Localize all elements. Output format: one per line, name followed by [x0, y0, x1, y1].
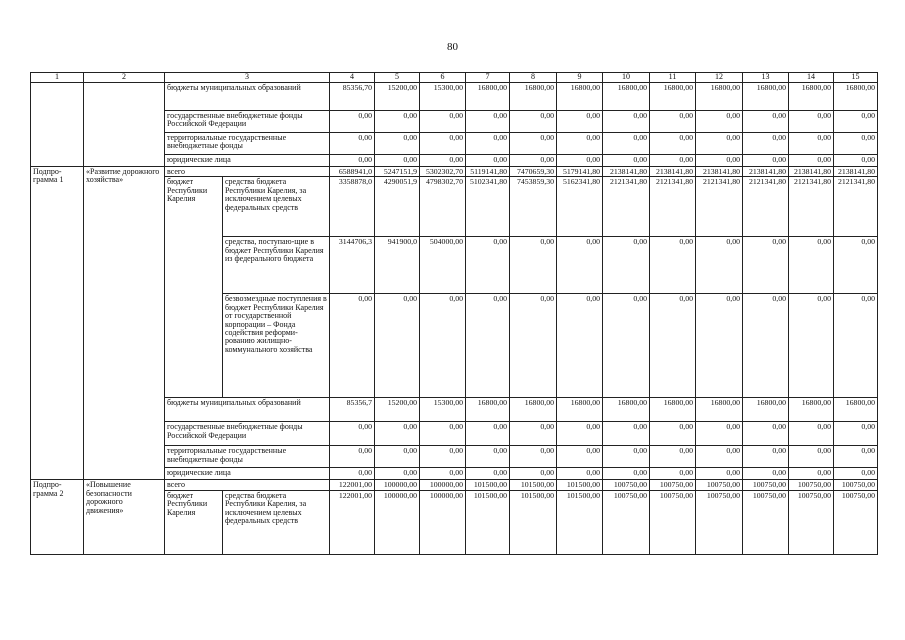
value-cell: 0,00 — [420, 446, 466, 468]
value-cell: 16800,00 — [466, 398, 510, 422]
value-cell: 5179141,80 — [557, 167, 603, 177]
value-cell: 0,00 — [557, 422, 603, 446]
value-cell: 0,00 — [603, 237, 650, 294]
column-header: 5 — [375, 73, 420, 83]
value-cell: 16800,00 — [650, 398, 696, 422]
value-cell: 16800,00 — [557, 398, 603, 422]
value-cell: 0,00 — [650, 468, 696, 480]
value-cell: 0,00 — [650, 446, 696, 468]
value-cell: 2138141,80 — [789, 167, 834, 177]
header-row — [31, 73, 878, 83]
value-cell: 101500,00 — [466, 490, 510, 554]
value-cell: 0,00 — [789, 446, 834, 468]
column-header: 10 — [603, 73, 650, 83]
value-cell: 0,00 — [420, 294, 466, 398]
value-cell: 3358878,0 — [330, 177, 375, 237]
value-cell: 0,00 — [650, 133, 696, 155]
value-cell: 2121341,80 — [834, 177, 878, 237]
value-cell: 0,00 — [510, 111, 557, 133]
value-cell: 0,00 — [650, 155, 696, 167]
value-cell: 100000,00 — [420, 480, 466, 490]
value-cell: 0,00 — [696, 133, 743, 155]
value-cell: 0,00 — [789, 111, 834, 133]
value-cell: 0,00 — [743, 468, 789, 480]
column-header: 8 — [510, 73, 557, 83]
subprogram-name: «Развитие дорожного хозяйства» — [84, 167, 165, 480]
value-cell: 100750,00 — [834, 490, 878, 554]
value-cell: 0,00 — [696, 237, 743, 294]
value-cell: 0,00 — [420, 133, 466, 155]
row-label: государственные внебюджетные фонды Российской Федерации — [165, 111, 330, 133]
value-cell: 0,00 — [510, 468, 557, 480]
value-cell: 16800,00 — [510, 398, 557, 422]
budget-label: бюджет Республики Карелия — [165, 177, 223, 398]
value-cell: 4798302,70 — [420, 177, 466, 237]
value-cell: 0,00 — [375, 111, 420, 133]
value-cell: 0,00 — [466, 446, 510, 468]
value-cell: 100750,00 — [743, 480, 789, 490]
value-cell: 0,00 — [650, 294, 696, 398]
value-cell: 101500,00 — [510, 490, 557, 554]
value-cell: 0,00 — [420, 155, 466, 167]
value-cell: 0,00 — [557, 468, 603, 480]
value-cell: 0,00 — [603, 155, 650, 167]
value-cell: 0,00 — [466, 133, 510, 155]
value-cell: 0,00 — [696, 294, 743, 398]
value-cell: 0,00 — [743, 133, 789, 155]
value-cell: 3144706,3 — [330, 237, 375, 294]
value-cell: 15300,00 — [420, 398, 466, 422]
value-cell: 2138141,80 — [696, 167, 743, 177]
value-cell: 0,00 — [557, 155, 603, 167]
value-cell: 100750,00 — [696, 480, 743, 490]
value-cell: 0,00 — [330, 155, 375, 167]
value-cell: 5302302,70 — [420, 167, 466, 177]
subprogram-name: «Повышение безопасности дорожного движения» — [84, 480, 165, 554]
value-cell: 0,00 — [557, 133, 603, 155]
value-cell: 101500,00 — [466, 480, 510, 490]
value-cell: 85356,70 — [330, 83, 375, 111]
value-cell: 0,00 — [789, 155, 834, 167]
value-cell: 16800,00 — [696, 83, 743, 111]
value-cell: 0,00 — [510, 155, 557, 167]
value-cell: 0,00 — [603, 468, 650, 480]
value-cell: 100750,00 — [789, 490, 834, 554]
row-label: юридические лица — [165, 155, 330, 167]
value-cell: 16800,00 — [834, 83, 878, 111]
table-row — [31, 167, 878, 177]
column-header: 15 — [834, 73, 878, 83]
value-cell: 0,00 — [557, 446, 603, 468]
value-cell: 0,00 — [834, 111, 878, 133]
column-header: 3 — [165, 73, 330, 83]
value-cell: 0,00 — [557, 294, 603, 398]
subprogram-number: Подпро-грамма 1 — [31, 167, 84, 480]
value-cell: 0,00 — [557, 111, 603, 133]
value-cell: 0,00 — [603, 422, 650, 446]
value-cell: 941900,0 — [375, 237, 420, 294]
value-cell: 16800,00 — [650, 83, 696, 111]
row-sublabel: безвозмездные поступления в бюджет Республики Карелия от государственной корпорации – Фонда содействия реформи-рованию жилищно-коммунального хозяйства — [223, 294, 330, 398]
value-cell: 2121341,80 — [696, 177, 743, 237]
value-cell: 2121341,80 — [603, 177, 650, 237]
value-cell: 16800,00 — [834, 398, 878, 422]
row-label: бюджеты муниципальных образований — [165, 83, 330, 111]
value-cell: 0,00 — [834, 155, 878, 167]
value-cell: 0,00 — [789, 294, 834, 398]
value-cell: 0,00 — [789, 133, 834, 155]
value-cell: 16800,00 — [466, 83, 510, 111]
value-cell: 100750,00 — [603, 480, 650, 490]
value-cell: 122001,00 — [330, 480, 375, 490]
value-cell: 0,00 — [834, 237, 878, 294]
value-cell: 0,00 — [789, 237, 834, 294]
column-header: 6 — [420, 73, 466, 83]
value-cell: 0,00 — [330, 111, 375, 133]
value-cell: 100750,00 — [650, 490, 696, 554]
value-cell: 0,00 — [789, 422, 834, 446]
column-header: 14 — [789, 73, 834, 83]
column-header: 7 — [466, 73, 510, 83]
value-cell: 0,00 — [743, 294, 789, 398]
value-cell: 0,00 — [466, 155, 510, 167]
value-cell: 0,00 — [375, 133, 420, 155]
value-cell: 100750,00 — [650, 480, 696, 490]
value-cell: 0,00 — [375, 468, 420, 480]
row-sublabel: средства бюджета Республики Карелия, за исключением целевых федеральных средств — [223, 490, 330, 554]
value-cell: 4290051,9 — [375, 177, 420, 237]
value-cell: 0,00 — [696, 111, 743, 133]
value-cell: 2138141,80 — [650, 167, 696, 177]
subprogram-number: Подпро-грамма 2 — [31, 480, 84, 554]
budget-label: бюджет Республики Карелия — [165, 490, 223, 554]
value-cell: 101500,00 — [557, 490, 603, 554]
value-cell: 2121341,80 — [789, 177, 834, 237]
value-cell: 16800,00 — [789, 398, 834, 422]
column-header: 13 — [743, 73, 789, 83]
value-cell: 6588941,0 — [330, 167, 375, 177]
value-cell: 16800,00 — [557, 83, 603, 111]
value-cell: 2138141,80 — [834, 167, 878, 177]
row-label: всего — [165, 480, 330, 490]
value-cell: 0,00 — [510, 133, 557, 155]
value-cell: 0,00 — [789, 468, 834, 480]
value-cell: 0,00 — [650, 111, 696, 133]
value-cell: 5247151,9 — [375, 167, 420, 177]
value-cell: 0,00 — [466, 237, 510, 294]
value-cell: 5119141,80 — [466, 167, 510, 177]
value-cell: 0,00 — [696, 446, 743, 468]
value-cell: 100750,00 — [834, 480, 878, 490]
funding-table — [30, 72, 878, 555]
value-cell: 16800,00 — [696, 398, 743, 422]
value-cell: 0,00 — [557, 237, 603, 294]
value-cell: 15200,00 — [375, 398, 420, 422]
value-cell: 0,00 — [510, 294, 557, 398]
value-cell: 7453859,30 — [510, 177, 557, 237]
value-cell: 0,00 — [834, 294, 878, 398]
row-label: юридические лица — [165, 468, 330, 480]
value-cell: 0,00 — [420, 111, 466, 133]
table-row — [31, 83, 878, 111]
value-cell: 0,00 — [603, 111, 650, 133]
value-cell: 0,00 — [834, 468, 878, 480]
value-cell: 0,00 — [510, 237, 557, 294]
value-cell: 2138141,80 — [603, 167, 650, 177]
column-header: 12 — [696, 73, 743, 83]
blank-cell — [84, 83, 165, 167]
value-cell: 101500,00 — [510, 480, 557, 490]
value-cell: 0,00 — [603, 133, 650, 155]
value-cell: 0,00 — [330, 133, 375, 155]
value-cell: 0,00 — [375, 446, 420, 468]
value-cell: 5102341,80 — [466, 177, 510, 237]
value-cell: 16800,00 — [743, 83, 789, 111]
value-cell: 2121341,80 — [743, 177, 789, 237]
value-cell: 0,00 — [603, 294, 650, 398]
value-cell: 100750,00 — [743, 490, 789, 554]
row-sublabel: средства бюджета Республики Карелия, за исключением целевых федеральных средств — [223, 177, 330, 237]
value-cell: 504000,00 — [420, 237, 466, 294]
value-cell: 100000,00 — [420, 490, 466, 554]
value-cell: 0,00 — [510, 422, 557, 446]
value-cell: 16800,00 — [743, 398, 789, 422]
value-cell: 0,00 — [834, 446, 878, 468]
value-cell: 0,00 — [743, 155, 789, 167]
value-cell: 0,00 — [743, 446, 789, 468]
value-cell: 100000,00 — [375, 490, 420, 554]
value-cell: 0,00 — [834, 422, 878, 446]
value-cell: 100750,00 — [603, 490, 650, 554]
value-cell: 7470659,30 — [510, 167, 557, 177]
value-cell: 0,00 — [466, 422, 510, 446]
value-cell: 101500,00 — [557, 480, 603, 490]
value-cell: 0,00 — [650, 422, 696, 446]
value-cell: 100750,00 — [789, 480, 834, 490]
value-cell: 0,00 — [834, 133, 878, 155]
value-cell: 0,00 — [420, 422, 466, 446]
row-label: государственные внебюджетные фонды Российской Федерации — [165, 422, 330, 446]
value-cell: 16800,00 — [789, 83, 834, 111]
table-row — [31, 480, 878, 490]
value-cell: 0,00 — [420, 468, 466, 480]
value-cell: 0,00 — [330, 422, 375, 446]
value-cell: 5162341,80 — [557, 177, 603, 237]
value-cell: 0,00 — [743, 237, 789, 294]
value-cell: 0,00 — [375, 294, 420, 398]
value-cell: 15200,00 — [375, 83, 420, 111]
value-cell: 0,00 — [603, 446, 650, 468]
value-cell: 2138141,80 — [743, 167, 789, 177]
value-cell: 0,00 — [375, 155, 420, 167]
value-cell: 0,00 — [330, 468, 375, 480]
value-cell: 0,00 — [743, 422, 789, 446]
column-header: 9 — [557, 73, 603, 83]
value-cell: 0,00 — [696, 468, 743, 480]
row-label: территориальные государственные внебюджетные фонды — [165, 133, 330, 155]
blank-cell — [31, 83, 84, 167]
row-label: территориальные государственные внебюджетные фонды — [165, 446, 330, 468]
value-cell: 16800,00 — [510, 83, 557, 111]
value-cell: 2121341,80 — [650, 177, 696, 237]
value-cell: 15300,00 — [420, 83, 466, 111]
value-cell: 0,00 — [330, 446, 375, 468]
column-header: 4 — [330, 73, 375, 83]
value-cell: 0,00 — [696, 422, 743, 446]
value-cell: 0,00 — [510, 446, 557, 468]
value-cell: 122001,00 — [330, 490, 375, 554]
value-cell: 85356,7 — [330, 398, 375, 422]
column-header: 11 — [650, 73, 696, 83]
page-number: 80 — [447, 41, 458, 53]
row-label: всего — [165, 167, 330, 177]
value-cell: 0,00 — [650, 237, 696, 294]
value-cell: 0,00 — [466, 468, 510, 480]
column-header: 1 — [31, 73, 84, 83]
row-label: бюджеты муниципальных образований — [165, 398, 330, 422]
column-header: 2 — [84, 73, 165, 83]
value-cell: 0,00 — [466, 294, 510, 398]
value-cell: 0,00 — [330, 294, 375, 398]
value-cell: 0,00 — [743, 111, 789, 133]
value-cell: 0,00 — [466, 111, 510, 133]
row-sublabel: средства, поступаю-щие в бюджет Республики Карелия из федерального бюджета — [223, 237, 330, 294]
value-cell: 0,00 — [375, 422, 420, 446]
value-cell: 16800,00 — [603, 398, 650, 422]
value-cell: 16800,00 — [603, 83, 650, 111]
value-cell: 100750,00 — [696, 490, 743, 554]
value-cell: 0,00 — [696, 155, 743, 167]
value-cell: 100000,00 — [375, 480, 420, 490]
